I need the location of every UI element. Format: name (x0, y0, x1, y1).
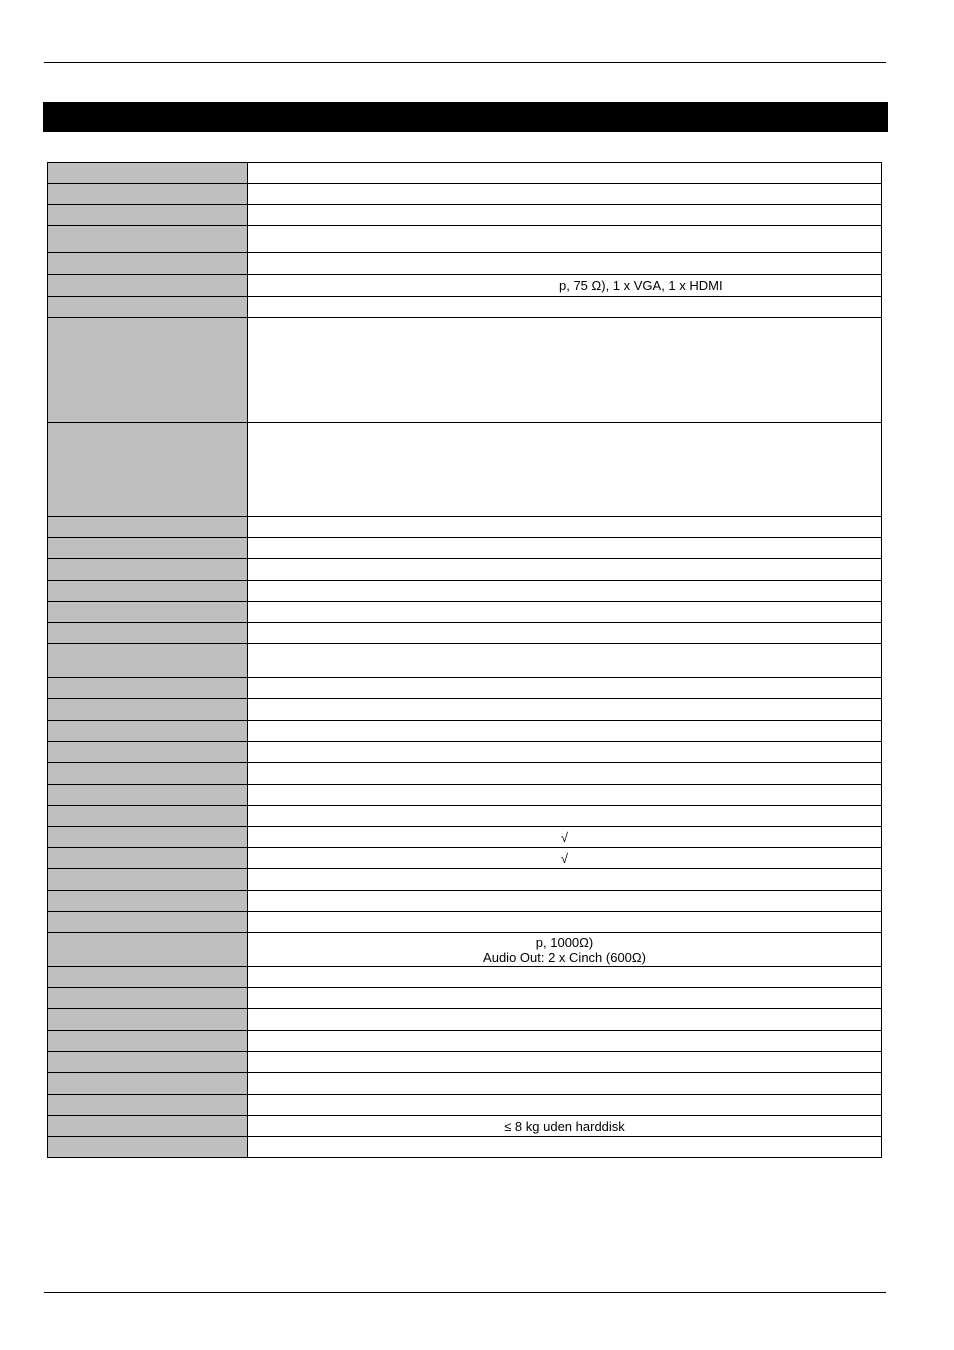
specification-table (47, 162, 882, 1158)
spec-label (48, 1073, 248, 1095)
spec-label (48, 721, 248, 742)
spec-row (48, 891, 882, 912)
spec-row (48, 699, 882, 721)
spec-row (48, 538, 882, 559)
spec-row (48, 678, 882, 699)
spec-label (48, 253, 248, 275)
spec-value (248, 1095, 882, 1116)
spec-value (248, 988, 882, 1009)
spec-row (48, 423, 882, 517)
spec-value (248, 763, 882, 785)
spec-label (48, 1031, 248, 1052)
spec-label (48, 827, 248, 848)
spec-label (48, 297, 248, 318)
spec-label (48, 785, 248, 806)
spec-label (48, 912, 248, 933)
spec-row (48, 318, 882, 423)
spec-value (248, 1009, 882, 1031)
footer-rule (44, 1292, 886, 1293)
spec-row (48, 184, 882, 205)
spec-value (248, 581, 882, 602)
spec-value-line: Audio Out: 2 x Cinch (600Ω) (483, 949, 646, 965)
spec-row (48, 1009, 882, 1031)
spec-label (48, 205, 248, 226)
spec-label (48, 742, 248, 763)
spec-value-line: p, 1000Ω) (535, 934, 594, 950)
spec-label (48, 678, 248, 699)
spec-label (48, 763, 248, 785)
spec-row (48, 1052, 882, 1073)
spec-row (48, 517, 882, 538)
spec-label (48, 517, 248, 538)
spec-label (48, 1009, 248, 1031)
spec-value (248, 699, 882, 721)
spec-value (248, 602, 882, 623)
spec-label (48, 933, 248, 967)
spec-row (48, 1073, 882, 1095)
spec-value (248, 163, 882, 184)
spec-label (48, 275, 248, 297)
spec-row (48, 806, 882, 827)
spec-row (48, 785, 882, 806)
spec-value (248, 678, 882, 699)
section-heading-bar (43, 102, 888, 132)
spec-row (48, 848, 882, 869)
spec-value (248, 1073, 882, 1095)
spec-value: √ (248, 848, 882, 869)
spec-label (48, 163, 248, 184)
spec-label (48, 869, 248, 891)
spec-row (48, 1031, 882, 1052)
spec-value (248, 517, 882, 538)
spec-value (248, 423, 882, 517)
spec-value (248, 205, 882, 226)
spec-label (48, 848, 248, 869)
spec-value (248, 644, 882, 678)
spec-value (248, 297, 882, 318)
spec-label (48, 581, 248, 602)
spec-row (48, 742, 882, 763)
spec-row (48, 253, 882, 275)
spec-row (48, 644, 882, 678)
spec-row (48, 623, 882, 644)
spec-row (48, 297, 882, 318)
spec-label (48, 1116, 248, 1137)
spec-value (248, 785, 882, 806)
spec-label (48, 891, 248, 912)
spec-label (48, 184, 248, 205)
spec-value (248, 967, 882, 988)
spec-label (48, 644, 248, 678)
spec-row (48, 869, 882, 891)
spec-label (48, 699, 248, 721)
spec-value (248, 869, 882, 891)
spec-label (48, 623, 248, 644)
header-rule (44, 62, 886, 63)
spec-label (48, 538, 248, 559)
spec-label (48, 423, 248, 517)
spec-row (48, 1137, 882, 1158)
spec-value (248, 1052, 882, 1073)
spec-value (248, 623, 882, 644)
spec-row (48, 226, 882, 253)
spec-label (48, 1052, 248, 1073)
spec-label (48, 1095, 248, 1116)
spec-row (48, 763, 882, 785)
spec-value: ≤ 8 kg uden harddisk (248, 1116, 882, 1137)
spec-row (48, 602, 882, 623)
spec-label (48, 967, 248, 988)
spec-row (48, 967, 882, 988)
spec-row (48, 275, 882, 297)
spec-row (48, 827, 882, 848)
spec-row (48, 581, 882, 602)
spec-value (248, 1137, 882, 1158)
spec-value: √ (248, 827, 882, 848)
spec-value (248, 318, 882, 423)
spec-row (48, 1095, 882, 1116)
spec-value (248, 933, 882, 967)
spec-value (248, 559, 882, 581)
spec-label (48, 559, 248, 581)
spec-row (48, 205, 882, 226)
spec-row (48, 1116, 882, 1137)
spec-row (48, 933, 882, 967)
spec-value: p, 75 Ω), 1 x VGA, 1 x HDMI (248, 275, 882, 297)
spec-value (248, 806, 882, 827)
spec-value (248, 253, 882, 275)
spec-value (248, 538, 882, 559)
spec-value (248, 1031, 882, 1052)
spec-label (48, 318, 248, 423)
spec-value (248, 184, 882, 205)
spec-label (48, 226, 248, 253)
spec-row (48, 163, 882, 184)
spec-label (48, 806, 248, 827)
spec-value (248, 742, 882, 763)
spec-value (248, 721, 882, 742)
spec-value (248, 226, 882, 253)
spec-value (248, 891, 882, 912)
spec-value (248, 912, 882, 933)
spec-label (48, 988, 248, 1009)
spec-row (48, 721, 882, 742)
spec-label (48, 1137, 248, 1158)
spec-row (48, 559, 882, 581)
spec-row (48, 912, 882, 933)
spec-row (48, 988, 882, 1009)
spec-label (48, 602, 248, 623)
